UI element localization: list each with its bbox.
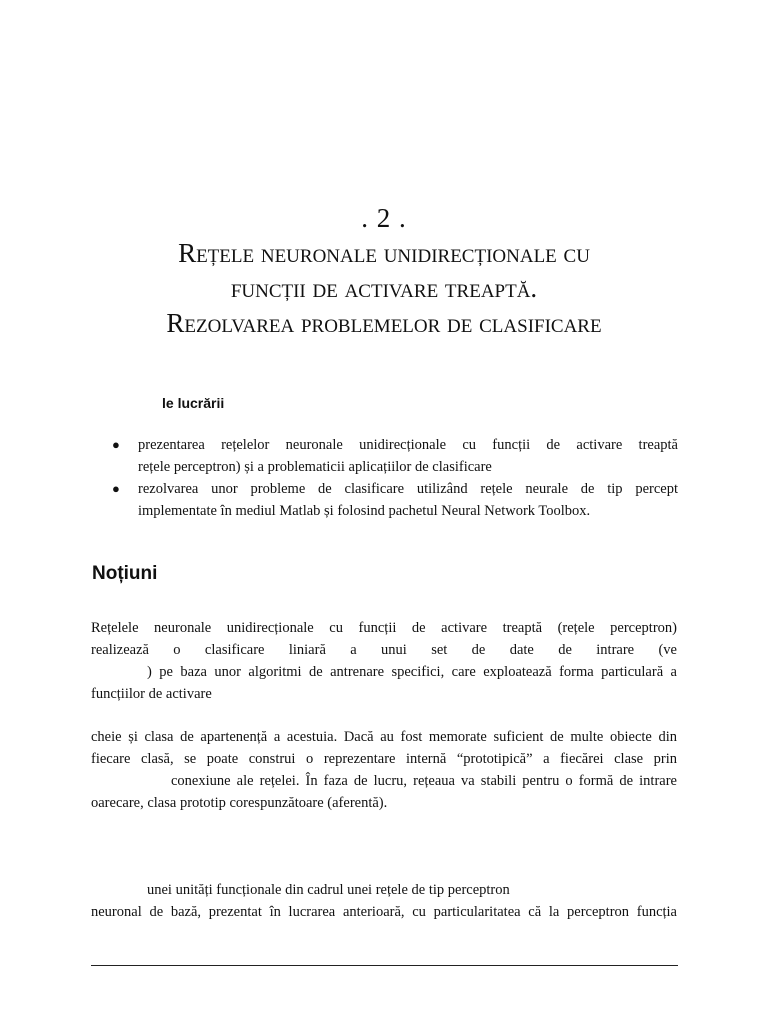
objectives-list	[112, 434, 678, 522]
list-item-line: rezolvarea unor probleme de clasificare utilizând rețele neurale de tip percept	[138, 481, 678, 497]
section-heading: Noțiuni	[92, 563, 158, 584]
chapter-title	[0, 236, 768, 341]
paragraph	[91, 879, 677, 923]
bullet-icon: ●	[112, 437, 120, 452]
paragraph-line: Rețelele neuronale unidirecționale cu funcții de activare treaptă (rețele perceptron)	[91, 620, 677, 636]
paragraph-line: cheie și clasa de apartenență a acestuia. Dacă au fost memorate suficient de multe obiecte din	[91, 729, 677, 745]
paragraph	[91, 726, 677, 814]
list-item-line: prezentarea rețelelor neuronale unidirecționale cu funcții de activare treaptă	[138, 437, 678, 453]
paragraph-line: oarecare, clasa prototip corespunzătoare (aferentă).	[91, 795, 388, 811]
footer-divider	[91, 965, 678, 966]
list-item-line: implementate în mediul Matlab și folosind pachetul Neural Network Toolbox.	[138, 503, 591, 519]
paragraph-line: fiecare clasă, se poate construi o reprezentare internă “prototipică” a fiecărei clase prin	[91, 751, 677, 767]
paragraph-line: realizează o clasificare liniară a unui set de date de intrare (ve	[91, 642, 677, 658]
paragraph-line: unei unități funcționale din cadrul unei rețele de tip perceptron	[147, 882, 510, 898]
chapter-number: . 2 .	[361, 203, 407, 233]
chapter-title-line: Rezolvarea problemelor de clasificare	[166, 308, 602, 338]
paragraph-line: funcțiilor de activare	[91, 686, 212, 702]
paragraph	[91, 617, 677, 705]
paragraph-line: conexiune ale rețelei. În faza de lucru, rețeaua va stabili pentru o formă de intrare	[171, 773, 677, 789]
bullet-icon: ●	[112, 481, 120, 496]
list-item	[112, 434, 678, 478]
paragraph-line: neuronal de bază, prezentat în lucrarea anterioară, cu particularitatea că la perceptron funcția	[91, 904, 677, 920]
chapter-title-line: Rețele neuronale unidirecționale cu	[178, 238, 590, 268]
paragraph-line: ) pe baza unor algoritmi de antrenare specifici, care exploatează forma particulară a	[147, 664, 677, 680]
chapter-title-line: funcții de activare treaptă.	[230, 273, 538, 303]
list-item	[112, 478, 678, 522]
objectives-heading: le lucrării	[162, 395, 225, 411]
list-item-line: rețele perceptron) și a problematicii aplicațiilor de clasificare	[138, 459, 492, 475]
